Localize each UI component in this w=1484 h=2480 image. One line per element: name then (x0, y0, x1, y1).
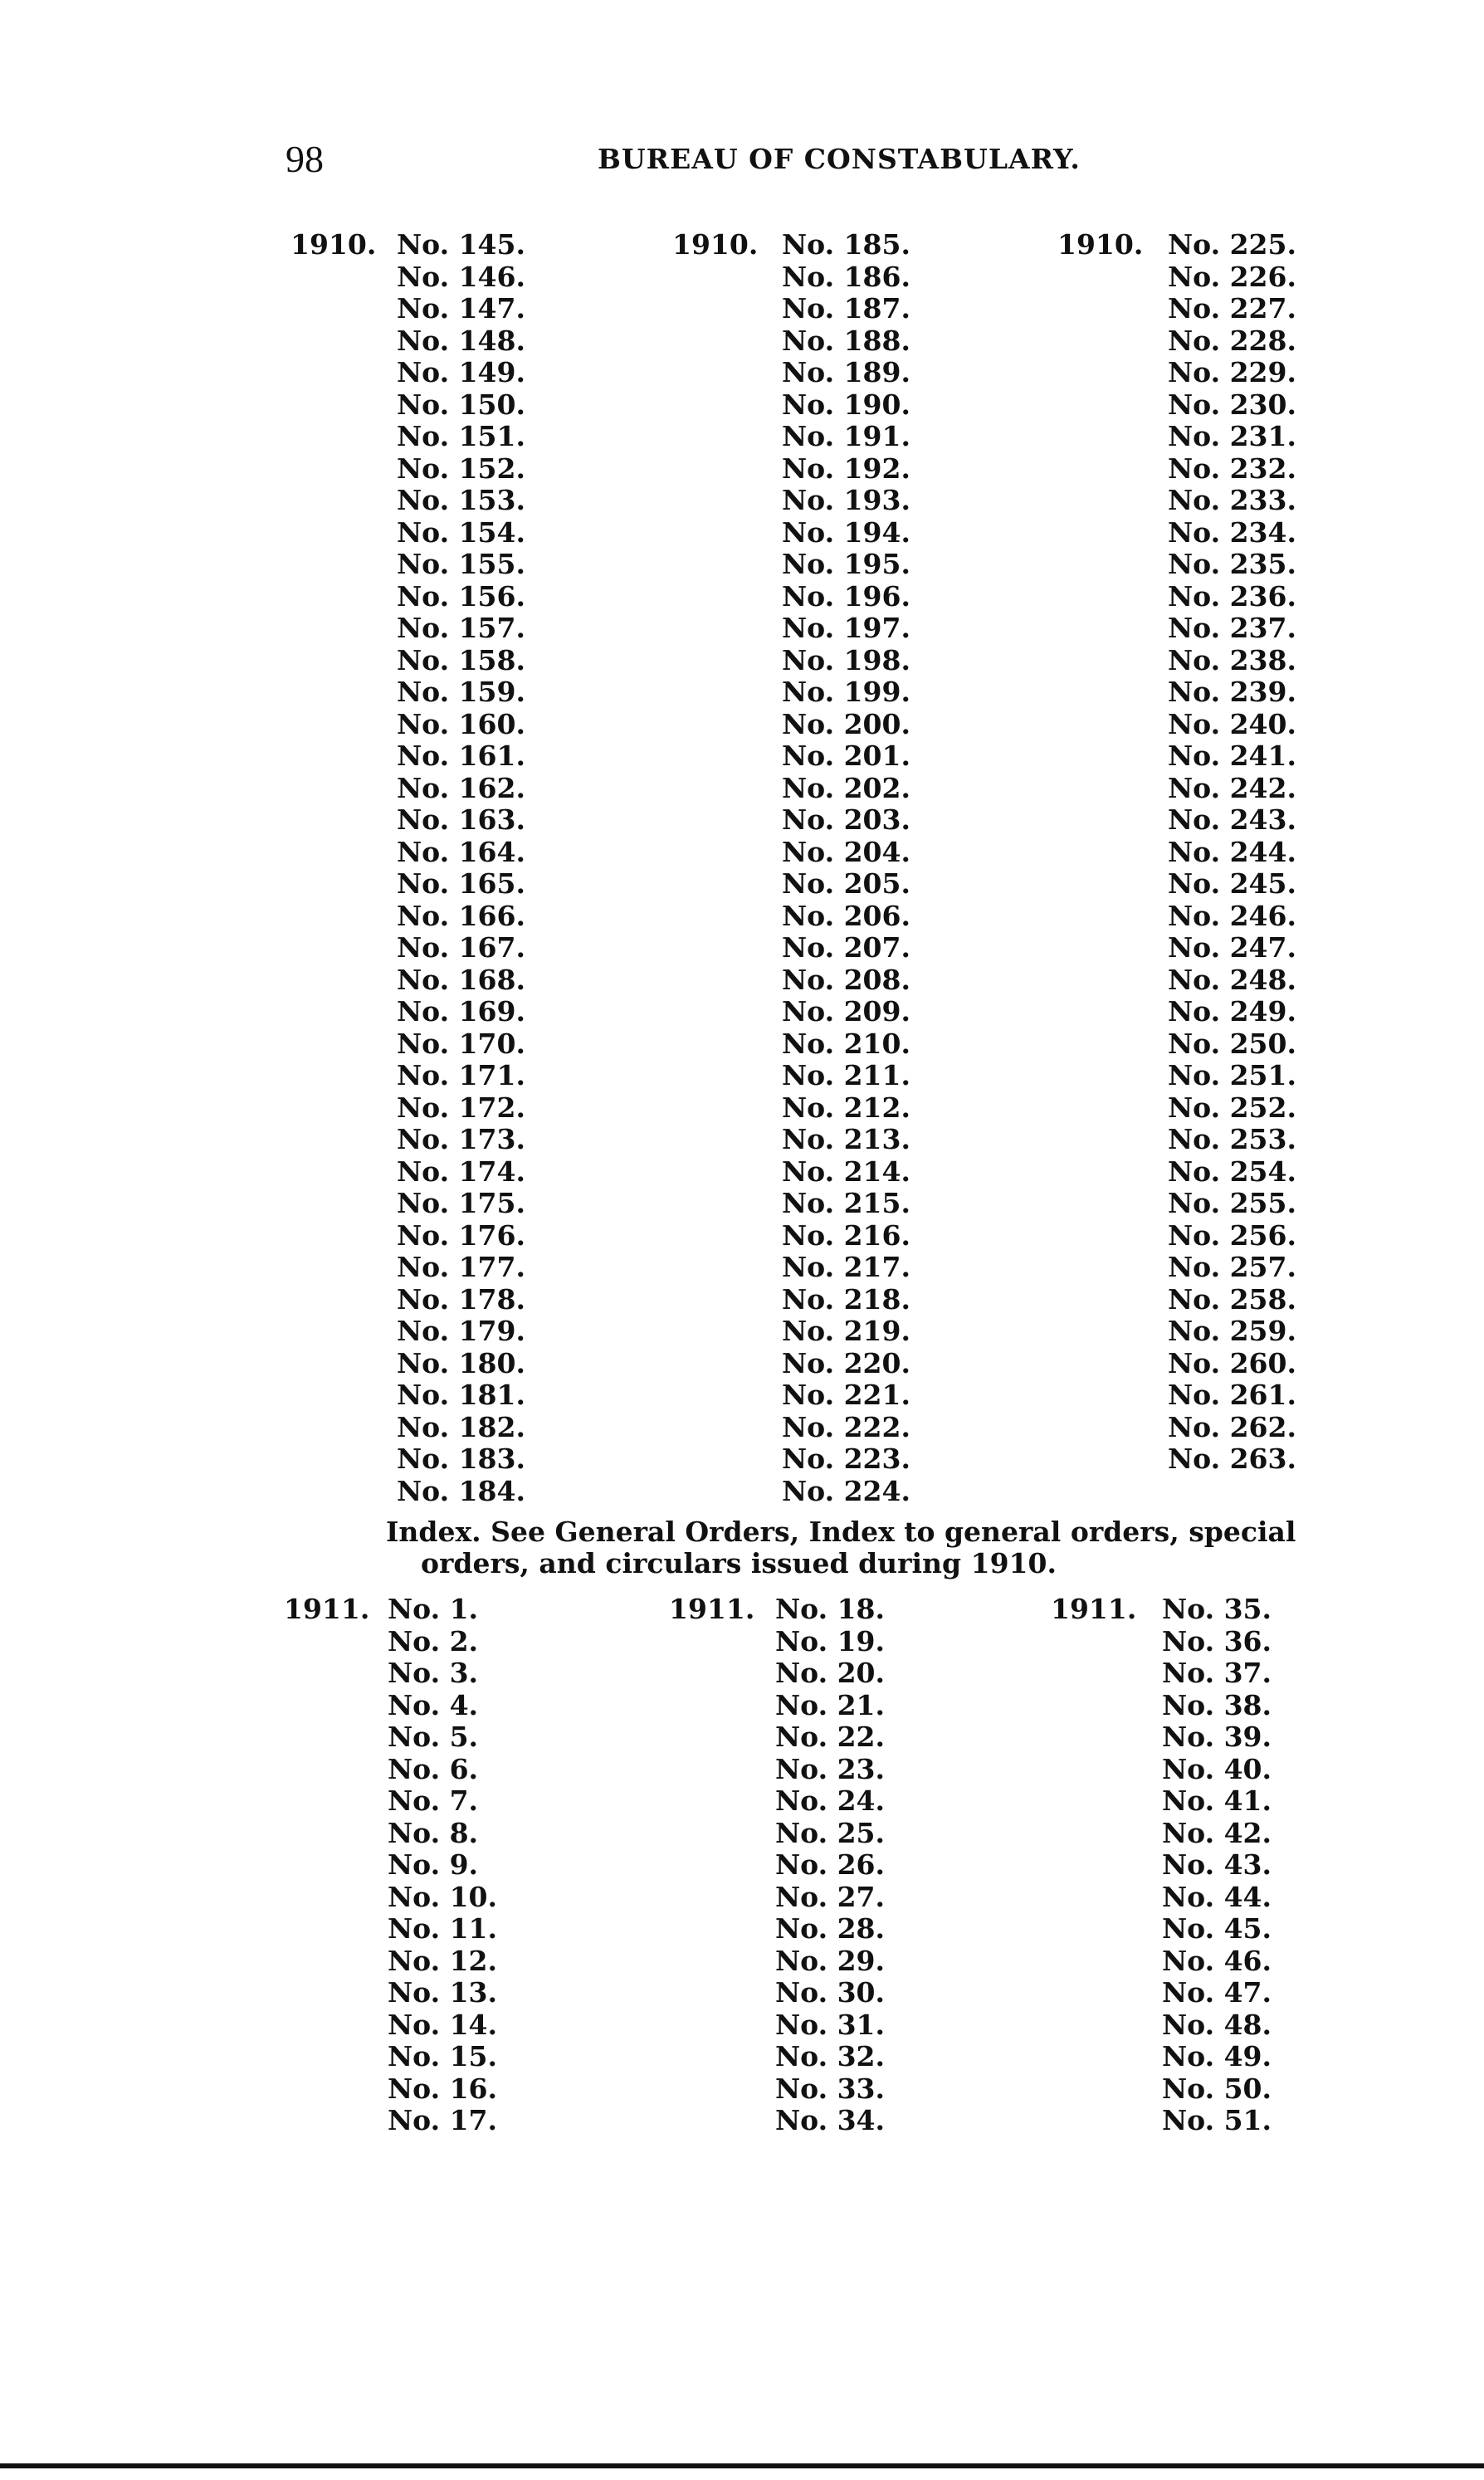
order-entry: No. 149. (397, 356, 525, 388)
order-entry: No. 148. (397, 324, 525, 357)
order-entry: No. 176. (397, 1218, 525, 1252)
order-entry: No. 245. (1168, 867, 1296, 900)
order-entry: No. 5. (388, 1721, 479, 1753)
order-entry: No. 256. (1168, 1218, 1296, 1252)
order-entry: No. 210. (782, 1027, 910, 1060)
order-entry: No. 204. (782, 835, 910, 868)
order-entry: No. 233. (1168, 484, 1296, 516)
order-entry: No. 158. (397, 643, 525, 676)
year-label: 1910. (672, 228, 759, 261)
order-entry: No. 4. (388, 1688, 479, 1721)
order-entry: No. 203. (782, 803, 910, 836)
order-entry: No. 164. (397, 835, 525, 868)
order-entry: No. 234. (1168, 515, 1296, 549)
order-entry: No. 163. (397, 803, 525, 836)
order-entry: No. 200. (782, 707, 910, 740)
order-entry: No. 209. (782, 995, 910, 1028)
order-entry: No. 195. (782, 548, 910, 580)
order-entry: No. 185. (782, 228, 910, 261)
order-entry: No. 147. (397, 292, 525, 325)
order-entry: No. 159. (397, 676, 525, 708)
order-entry: No. 248. (1168, 963, 1296, 996)
order-entry: No. 237. (1168, 612, 1296, 644)
entry-column-2 (775, 1594, 885, 2137)
order-entry: No. 212. (782, 1091, 910, 1124)
order-entry: No. 218. (782, 1282, 910, 1316)
order-entry: No. 222. (782, 1410, 910, 1443)
order-entry: No. 202. (782, 771, 910, 804)
order-entry: No. 150. (397, 388, 525, 421)
order-entry: No. 190. (782, 388, 910, 421)
order-entry: No. 236. (1168, 579, 1296, 613)
order-entry: No. 238. (1168, 643, 1296, 676)
order-entry: No. 226. (1168, 260, 1296, 293)
order-entry: No. 182. (397, 1410, 525, 1443)
order-entry: No. 187. (782, 292, 910, 325)
order-entry: No. 258. (1168, 1282, 1296, 1316)
order-entry: No. 154. (397, 515, 525, 549)
order-entry: No. 179. (397, 1315, 525, 1347)
entry-column-1 (397, 229, 525, 1507)
order-entry: No. 178. (397, 1282, 525, 1316)
order-entry: No. 19. (775, 1624, 885, 1657)
order-entry: No. 43. (1162, 1848, 1272, 1881)
order-entry: No. 193. (782, 484, 910, 516)
order-entry: No. 206. (782, 899, 910, 932)
order-entry: No. 25. (775, 1816, 885, 1849)
order-entry: No. 166. (397, 899, 525, 932)
order-entry: No. 162. (397, 771, 525, 804)
order-entry: No. 15. (388, 2040, 497, 2072)
section-1910 (0, 229, 1484, 1516)
order-entry: No. 160. (397, 707, 525, 740)
order-entry: No. 196. (782, 579, 910, 613)
order-entry: No. 8. (388, 1816, 479, 1849)
order-entry: No. 45. (1162, 1912, 1272, 1945)
order-entry: No. 33. (775, 2072, 885, 2105)
section-1911 (0, 1594, 1484, 2158)
order-entry: No. 3. (388, 1657, 479, 1689)
order-entry: No. 235. (1168, 548, 1296, 580)
order-entry: No. 161. (397, 740, 525, 772)
order-entry: No. 13. (388, 1976, 497, 2009)
order-entry: No. 23. (775, 1752, 885, 1785)
order-entry: No. 46. (1162, 1944, 1272, 1977)
year-label: 1910. (290, 228, 377, 261)
order-entry: No. 246. (1168, 899, 1296, 932)
order-entry: No. 11. (388, 1912, 497, 1945)
order-entry: No. 259. (1168, 1315, 1296, 1347)
order-entry: No. 170. (397, 1027, 525, 1060)
order-entry: No. 145. (397, 228, 525, 261)
order-entry: No. 211. (782, 1059, 910, 1091)
order-entry: No. 188. (782, 324, 910, 357)
order-entry: No. 2. (388, 1624, 479, 1657)
order-entry: No. 239. (1168, 676, 1296, 708)
order-entry: No. 10. (388, 1880, 497, 1913)
order-entry: No. 242. (1168, 771, 1296, 804)
order-entry: No. 9. (388, 1848, 479, 1881)
order-entry: No. 207. (782, 931, 910, 964)
year-label: 1911. (669, 1593, 755, 1625)
order-entry: No. 221. (782, 1379, 910, 1411)
order-entry: No. 228. (1168, 324, 1296, 357)
order-entry: No. 172. (397, 1091, 525, 1124)
order-entry: No. 41. (1162, 1784, 1272, 1817)
order-entry: No. 251. (1168, 1059, 1296, 1091)
order-entry: No. 20. (775, 1657, 885, 1689)
entry-column-3 (1162, 1594, 1272, 2137)
order-entry: No. 198. (782, 643, 910, 676)
order-entry: No. 21. (775, 1688, 885, 1721)
order-entry: No. 48. (1162, 2008, 1272, 2041)
order-entry: No. 263. (1168, 1443, 1296, 1475)
order-entry: No. 223. (782, 1443, 910, 1475)
order-entry: No. 38. (1162, 1688, 1272, 1721)
order-entry: No. 220. (782, 1346, 910, 1379)
order-entry: No. 157. (397, 612, 525, 644)
running-head: BUREAU OF CONSTABULARY. (598, 143, 1081, 175)
order-entry: No. 173. (397, 1123, 525, 1155)
order-entry: No. 261. (1168, 1379, 1296, 1411)
order-entry: No. 253. (1168, 1123, 1296, 1155)
bottom-rule (0, 2463, 1484, 2468)
order-entry: No. 216. (782, 1218, 910, 1252)
order-entry: No. 50. (1162, 2072, 1272, 2105)
order-entry: No. 153. (397, 484, 525, 516)
order-entry: No. 39. (1162, 1721, 1272, 1753)
order-entry: No. 199. (782, 676, 910, 708)
order-entry: No. 36. (1162, 1624, 1272, 1657)
order-entry: No. 151. (397, 420, 525, 452)
order-entry: No. 189. (782, 356, 910, 388)
order-entry: No. 208. (782, 963, 910, 996)
order-entry: No. 42. (1162, 1816, 1272, 1849)
order-entry: No. 227. (1168, 292, 1296, 325)
order-entry: No. 257. (1168, 1251, 1296, 1283)
order-entry: No. 186. (782, 260, 910, 293)
order-entry: No. 215. (782, 1187, 910, 1219)
order-entry: No. 230. (1168, 388, 1296, 421)
order-entry: No. 156. (397, 579, 525, 613)
order-entry: No. 254. (1168, 1155, 1296, 1188)
order-entry: No. 14. (388, 2008, 497, 2041)
order-entry: No. 241. (1168, 740, 1296, 772)
order-entry: No. 262. (1168, 1410, 1296, 1443)
year-label: 1911. (284, 1593, 370, 1625)
order-entry: No. 247. (1168, 931, 1296, 964)
order-entry: No. 180. (397, 1346, 525, 1379)
order-entry: No. 260. (1168, 1346, 1296, 1379)
order-entry: No. 214. (782, 1155, 910, 1188)
order-entry: No. 24. (775, 1784, 885, 1817)
order-entry: No. 184. (397, 1474, 525, 1507)
order-entry: No. 34. (775, 2104, 885, 2136)
order-entry: No. 192. (782, 452, 910, 485)
order-entry: No. 181. (397, 1379, 525, 1411)
order-entry: No. 224. (782, 1474, 910, 1507)
order-entry: No. 7. (388, 1784, 479, 1817)
order-entry: No. 152. (397, 452, 525, 485)
year-label: 1910. (1057, 228, 1144, 261)
order-entry: No. 31. (775, 2008, 885, 2041)
order-entry: No. 194. (782, 515, 910, 549)
order-entry: No. 40. (1162, 1752, 1272, 1785)
order-entry: No. 146. (397, 260, 525, 293)
entry-column-2 (782, 229, 910, 1507)
order-entry: No. 28. (775, 1912, 885, 1945)
order-entry: No. 217. (782, 1251, 910, 1283)
order-entry: No. 197. (782, 612, 910, 644)
order-entry: No. 29. (775, 1944, 885, 1977)
order-entry: No. 243. (1168, 803, 1296, 836)
order-entry: No. 177. (397, 1251, 525, 1283)
order-entry: No. 51. (1162, 2104, 1272, 2136)
order-entry: No. 16. (388, 2072, 497, 2105)
order-entry: No. 169. (397, 995, 525, 1028)
year-label: 1911. (1051, 1593, 1137, 1625)
order-entry: No. 155. (397, 548, 525, 580)
order-entry: No. 183. (397, 1443, 525, 1475)
order-entry: No. 250. (1168, 1027, 1296, 1060)
order-entry: No. 219. (782, 1315, 910, 1347)
order-entry: No. 225. (1168, 228, 1296, 261)
order-entry: No. 6. (388, 1752, 479, 1785)
order-entry: No. 167. (397, 931, 525, 964)
order-entry: No. 232. (1168, 452, 1296, 485)
index-note (386, 1516, 1444, 1579)
order-entry: No. 240. (1168, 707, 1296, 740)
order-entry: No. 22. (775, 1721, 885, 1753)
order-entry: No. 171. (397, 1059, 525, 1091)
entry-column-3 (1168, 229, 1296, 1476)
order-entry: No. 175. (397, 1187, 525, 1219)
order-entry: No. 49. (1162, 2040, 1272, 2072)
order-entry: No. 1. (388, 1593, 479, 1625)
order-entry: No. 231. (1168, 420, 1296, 452)
order-entry: No. 229. (1168, 356, 1296, 388)
order-entry: No. 168. (397, 963, 525, 996)
order-entry: No. 213. (782, 1123, 910, 1155)
order-entry: No. 205. (782, 867, 910, 900)
order-entry: No. 174. (397, 1155, 525, 1188)
index-note-line: Index. See General Orders, Index to general orders, special (386, 1516, 1296, 1548)
order-entry: No. 27. (775, 1880, 885, 1913)
order-entry: No. 37. (1162, 1657, 1272, 1689)
order-entry: No. 252. (1168, 1091, 1296, 1124)
index-note-line: orders, and circulars issued during 1910. (421, 1547, 1057, 1579)
entry-column-1 (388, 1594, 497, 2137)
order-entry: No. 26. (775, 1848, 885, 1881)
order-entry: No. 165. (397, 867, 525, 900)
order-entry: No. 18. (775, 1593, 885, 1625)
order-entry: No. 30. (775, 1976, 885, 2009)
order-entry: No. 47. (1162, 1976, 1272, 2009)
order-entry: No. 191. (782, 420, 910, 452)
order-entry: No. 44. (1162, 1880, 1272, 1913)
order-entry: No. 35. (1162, 1593, 1272, 1625)
order-entry: No. 17. (388, 2104, 497, 2136)
order-entry: No. 12. (388, 1944, 497, 1977)
order-entry: No. 244. (1168, 835, 1296, 868)
order-entry: No. 32. (775, 2040, 885, 2072)
order-entry: No. 255. (1168, 1187, 1296, 1219)
page-number: 98 (286, 138, 324, 180)
order-entry: No. 249. (1168, 995, 1296, 1028)
order-entry: No. 201. (782, 740, 910, 772)
